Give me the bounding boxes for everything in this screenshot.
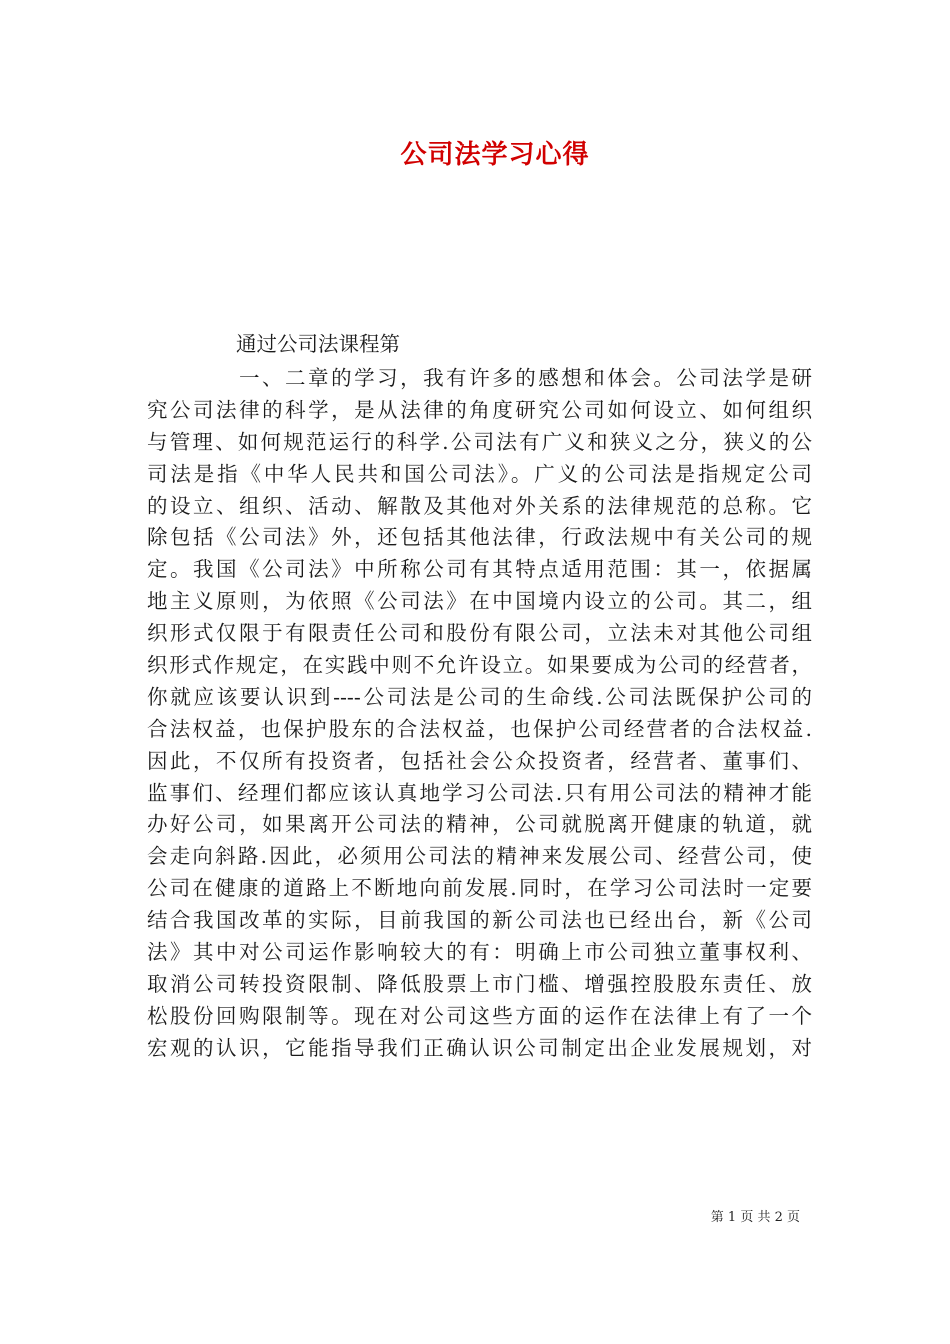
- body-line: 会走向斜路.因此，必须用公司法的精神来发展公司、经营公司，使: [147, 844, 812, 869]
- body-line: 究公司法律的科学，是从法律的角度研究公司如何设立、如何组织: [147, 397, 812, 422]
- body-line: 地主义原则，为依照《公司法》在中国境内设立的公司。其二，组: [147, 589, 812, 614]
- body-line: 取消公司转投资限制、降低股票上市门槛、增强控股股东责任、放: [147, 971, 812, 996]
- body-line: 织形式仅限于有限责任公司和股份有限公司，立法未对其他公司组: [147, 621, 812, 646]
- body-line: 的设立、组织、活动、解散及其他对外关系的法律规范的总称。它: [147, 493, 812, 518]
- body-line: 织形式作规定，在实践中则不允许设立。如果要成为公司的经营者，: [147, 653, 812, 678]
- lead-line: 通过公司法课程第: [236, 332, 400, 356]
- body-line: 法》其中对公司运作影响较大的有：明确上市公司独立董事权利、: [147, 940, 812, 965]
- document-title: 公司法学习心得: [400, 140, 590, 170]
- body-line: 合法权益，也保护股东的合法权益，也保护公司经营者的合法权益.: [147, 716, 812, 741]
- body-line: 司法是指《中华人民共和国公司法》。广义的公司法是指规定公司: [147, 461, 812, 486]
- body-line: 监事们、经理们都应该认真地学习公司法.只有用公司法的精神才能: [147, 780, 812, 805]
- body-line: 与管理、如何规范运行的科学.公司法有广义和狭义之分，狭义的公: [147, 429, 812, 454]
- body-line: 你就应该要认识到----公司法是公司的生命线.公司法既保护公司的: [147, 684, 812, 709]
- page-footer: 第 1 页 共 2 页: [710, 1210, 800, 1225]
- body-line: 办好公司，如果离开公司法的精神，公司就脱离开健康的轨道，就: [147, 812, 812, 837]
- body-text: [147, 363, 812, 1065]
- body-line: 松股份回购限制等。现在对公司这些方面的运作在法律上有了一个: [147, 1003, 812, 1028]
- body-line: 除包括《公司法》外，还包括其他法律，行政法规中有关公司的规: [147, 525, 812, 550]
- body-line: 定。我国《公司法》中所称公司有其特点适用范围：其一，依据属: [147, 557, 812, 582]
- body-line: 结合我国改革的实际，目前我国的新公司法也已经出台，新《公司: [147, 908, 812, 933]
- body-line: 一、二章的学习，我有许多的感想和体会。公司法学是研: [239, 366, 812, 390]
- body-line: 因此，不仅所有投资者，包括社会公众投资者，经营者、董事们、: [147, 748, 812, 773]
- body-line: 宏观的认识，它能指导我们正确认识公司制定出企业发展规划，对: [147, 1035, 812, 1060]
- body-line: 公司在健康的道路上不断地向前发展.同时，在学习公司法时一定要: [147, 876, 812, 901]
